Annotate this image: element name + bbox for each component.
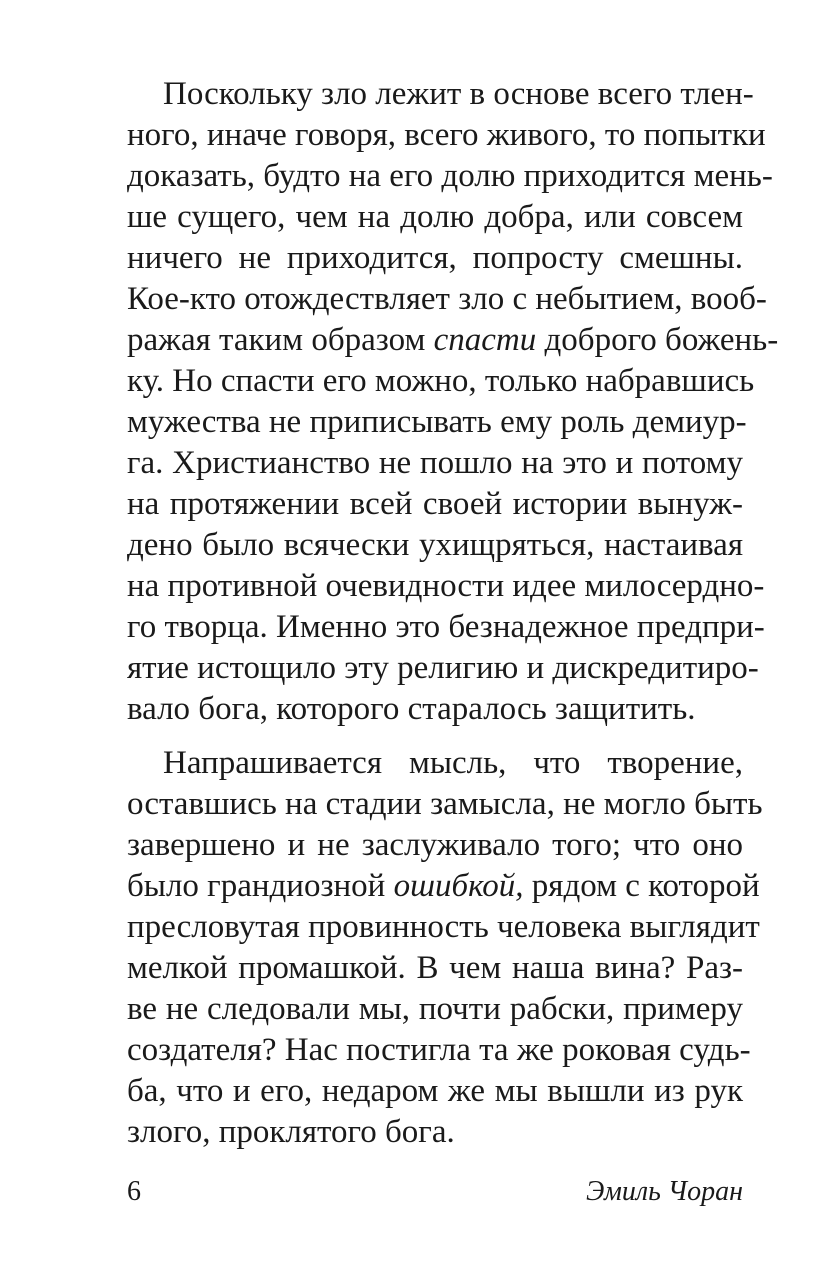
text-line: завершено и не заслуживало того; что оно	[127, 827, 743, 863]
text-line: Кое-кто отождествляет зло с небытием, вооб-	[127, 281, 767, 317]
text-line: Поскольку зло лежит в основе всего тлен-	[163, 76, 754, 112]
text-line: злого, проклятого бога.	[127, 1114, 455, 1150]
paragraph	[127, 74, 779, 730]
running-title: Эмиль Чоран	[586, 1176, 743, 1207]
page-number: 6	[127, 1176, 141, 1207]
text-line: ничего не приходится, попросту смешны.	[127, 240, 743, 276]
text-line: на противной очевидности идее милосердно-	[127, 568, 765, 604]
text-line: было грандиозной ошибкой, рядом с которой	[127, 868, 760, 904]
text-line: Напрашивается мысль, что творение,	[163, 745, 743, 781]
text-line: оставшись на стадии замысла, не могло быть	[127, 786, 763, 822]
page-footer	[127, 1172, 743, 1212]
body-text	[127, 74, 779, 1153]
text-line: доказать, будто на его долю приходится мень-	[127, 158, 773, 194]
text-line: мужества не приписывать ему роль демиур-	[127, 404, 747, 440]
emphasized-word: спасти	[433, 322, 537, 358]
text-line: го творца. Именно это безнадежное предпри-	[127, 609, 765, 645]
paragraph	[127, 743, 763, 1153]
text-line: ше сущего, чем на долю добра, или совсем	[127, 199, 743, 235]
text-line: ного, иначе говоря, всего живого, то попытки	[127, 117, 766, 153]
text-line: ба, что и его, недаром же мы вышли из рук	[127, 1073, 743, 1109]
text-line: ятие истощило эту религию и дискредитиро-	[127, 650, 759, 686]
text-line: ве не следовали мы, почти рабски, примеру	[127, 991, 743, 1027]
text-line: ку. Но спасти его можно, только набравшись	[127, 363, 755, 399]
text-line: мелкой промашкой. В чем наша вина? Раз-	[127, 950, 743, 986]
text-line: создателя? Нас постигла та же роковая судь-	[127, 1032, 751, 1068]
text-line: на протяжении всей своей истории вынуж-	[127, 486, 743, 522]
text-line: вало бога, которого старалось защитить.	[127, 691, 696, 727]
text-line: пресловутая провинность человека выглядит	[127, 909, 760, 945]
text-line: дено было всячески ухищряться, настаивая	[127, 527, 743, 563]
emphasized-word: ошибкой,	[393, 868, 524, 904]
text-line: ражая таким образом спасти доброго божень-	[127, 322, 779, 358]
text-line: га. Христианство не пошло на это и потому	[127, 445, 743, 481]
